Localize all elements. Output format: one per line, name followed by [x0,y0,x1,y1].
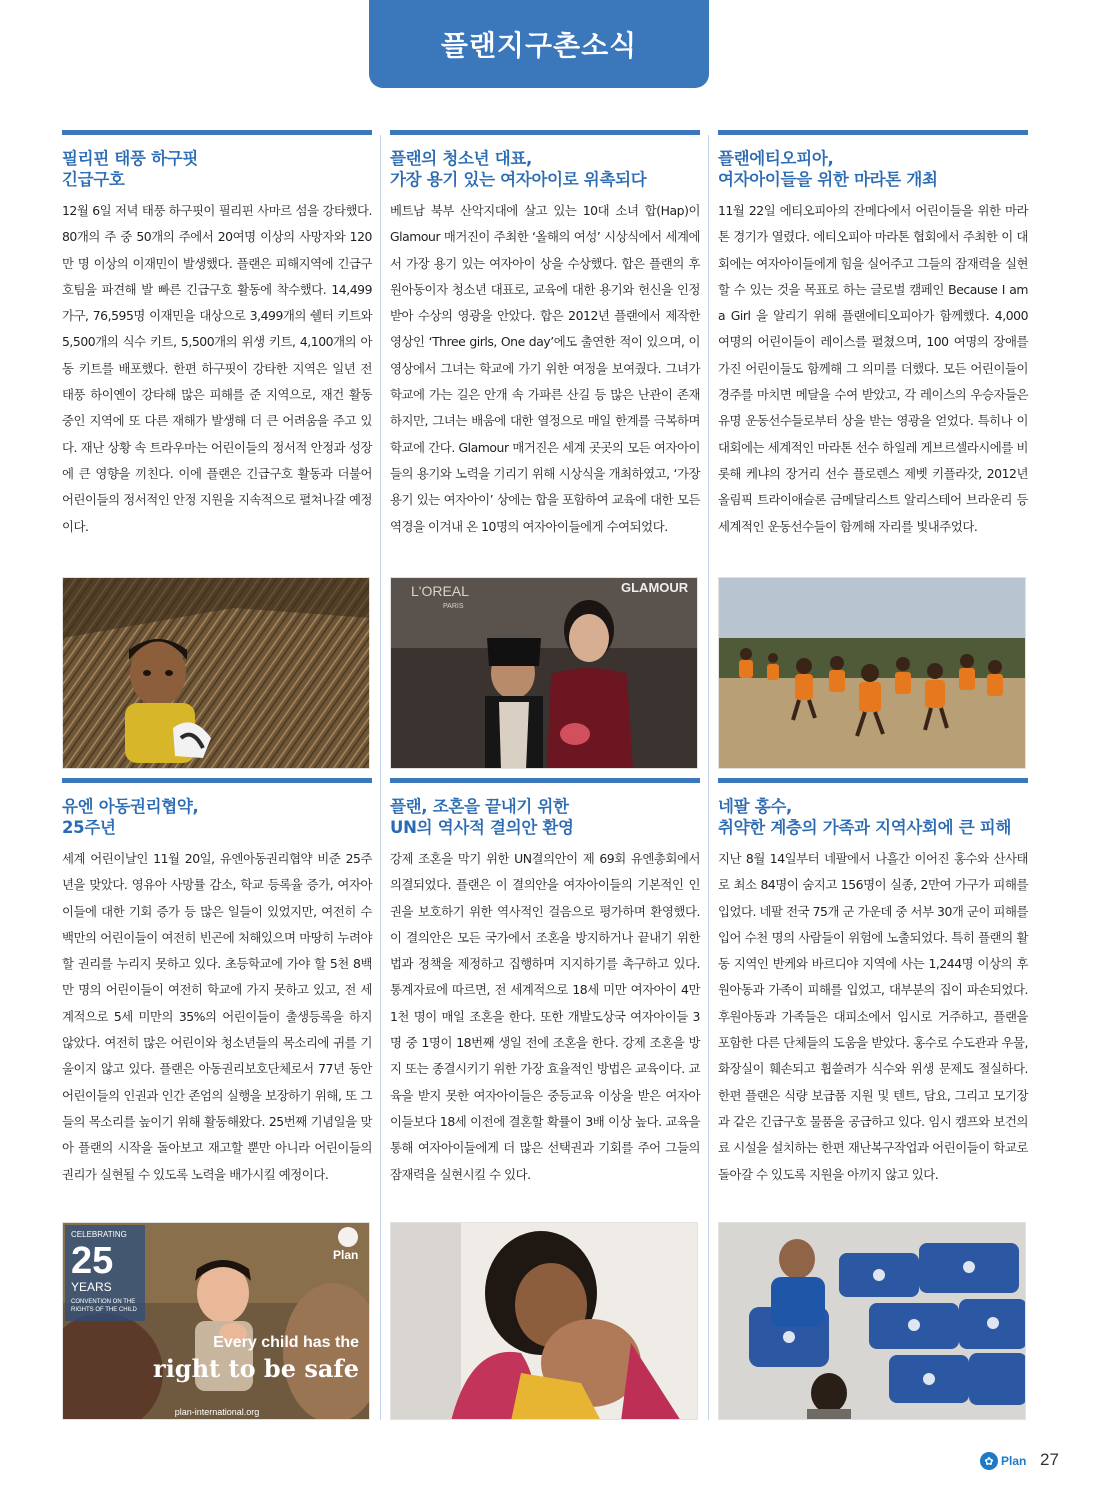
article-title: 필리핀 태풍 하구핏 긴급구호 [62,149,199,189]
photo-campaign-poster-image [63,1223,370,1420]
article-philippines-typhoon [62,130,372,540]
article-top-bar [718,778,1028,783]
article-top-bar [62,130,372,135]
plan-logo-icon: ✿ [980,1452,998,1470]
article-bravest-girl [390,130,700,540]
article-top-bar [718,130,1028,135]
article-top-bar [62,778,372,783]
badge-number: 25 [71,1240,114,1282]
article-body: 강제 조혼을 막기 위한 UN결의안이 제 69회 유엔총회에서 의결되었다. 플랜은 이 결의안을 여자아이들의 기본적인 인권을 보호하기 위한 역사적인 걸음으로 평가하며 환영했다. 이 결의안은 모든 국가에서 조혼을 방지하거나 끝내기 위한 법과 정책을 제정하고 집행하며 지지하기를 촉구하고 있다. 통계자료에 따르면, 전 세계적으로 18세 미만 여자아이 4만 1천 명이 매일 조혼을 한다. 또한 개발도상국 여자아이들 3명 중 1명이 18번째 생일 전에 조혼을 한다. 강제 조혼을 방지 또는 종결시키기 위한 가장 효율적인 방법은 교육이다. 교육을 받지 못한 여자아이들은 중등교육 이상을 받은 여자아이들보다 18세 이전에 결혼할 확률이 3배 이상 높다. 교육을 통해 여자아이들에게 더 많은 선택권과 기회를 주어 그들의 잠재력을 실현시킬 수 있다. [390,851,700,1182]
photo-girl-with-baby-image [391,1223,698,1420]
badge-sub-line-2: RIGHTS OF THE CHILD [71,1307,137,1313]
photo-hap-award [390,577,698,769]
article-ethiopia-marathon [718,130,1028,540]
photo-marathon-kids [718,577,1026,769]
page-number: 27 [1040,1450,1059,1469]
article-body: 11월 22일 에티오피아의 잔메다에서 어린이들을 위한 마라톤 경기가 열렸다. 에티오피아 마라톤 협회에서 주최한 이 대회에는 여자아이들에게 힘을 실어주고 그들의 잠재력을 실현할 수 있는 것을 목표로 하는 글로벌 캠페인 Because I am a Girl 을 알리기 위해 플랜에티오피아가 함께했다. 4,000 여명의 어린이들이 레이스를 펼쳤으며, 100 여명의 장애를 가진 어린이들도 함께해 그 의미를 더했다. 모든 어린이들이 경주를 마치면 메달을 수여 받았고, 각 레이스의 우승자들은 유명 운동선수들로부터 상을 받는 영광을 얻었다. 특히나 이 대회에는 세계적인 마라톤 선수 하일레 게브르셀라시에를 비롯해 케냐의 장거리 선수 플로렌스 제벳 키플라갓, 2012년 올림픽 트라이애슬론 금메달리스트 알리스테어 브라운리 등 세계적인 운동선수들이 함께해 자리를 빛내주었다. [718,203,1028,534]
section-title: 플랜지구촌소식 [440,29,638,62]
article-title: 플랜에티오피아, 여자아이들을 위한 마라톤 개최 [718,149,938,189]
plan-logo-icon [338,1227,358,1247]
photo-nepal-relief-image [719,1223,1026,1420]
article-child-marriage [390,778,700,1188]
badge-years: YEARS [71,1280,112,1294]
article-body: 12월 6일 저녁 태풍 하구핏이 필리핀 사마르 섬을 강타했다. 80개의 주 중 50개의 주에서 20여명 이상의 사망자와 120만 명 이상의 이재민이 발생했다. 플랜은 피해지역에 긴급구호팀을 파견해 발 빠른 긴급구호 활동에 착수했다. 14,499가구, 76,595명 이재민을 대상으로 3,499개의 쉘터 키트와 5,500개의 식수 키트, 5,500개의 위생 키트, 4,100개의 아동 키트를 배포했다. 한편 하구핏이 강타한 지역은 일년 전 태풍 하이옌이 강타해 많은 피해를 준 지역으로, 재건 활동 중인 지역에 또 다른 재해가 발생해 더 큰 어려움을 주고 있다. 재난 상황 속 트라우마는 어린이들의 정서적 안정과 성장에 큰 영향을 끼친다. 이에 플랜은 긴급구호 활동과 더불어 어린이들의 정서적인 안정 지원을 지속적으로 펼쳐나갈 예정이다. [62,203,372,534]
photo-hap-award-image [391,578,698,769]
photo-typhoon-child-image [63,578,370,769]
article-top-bar [390,130,700,135]
poster-slogan-line-1: Every child has the [213,1334,359,1351]
photo-nepal-relief [718,1222,1026,1420]
photo-campaign-poster [62,1222,370,1420]
section-header-tab [369,0,709,88]
article-title: 플랜의 청소년 대표, 가장 용기 있는 여자아이로 위촉되다 [390,149,647,189]
photo-girl-with-baby [390,1222,698,1420]
article-title: 네팔 홍수, 취약한 계층의 가족과 지역사회에 큰 피해 [718,797,1012,837]
article-body: 지난 8월 14일부터 네팔에서 나흘간 이어진 홍수와 산사태로 최소 84명이 숨지고 156명이 실종, 2만여 가구가 피해를 입었다. 네팔 전국 75개 군 가운데 중 서부 30개 군이 피해를 입어 수천 명의 사람들이 위험에 노출되었다. 특히 플랜의 활동 지역인 반케와 바르디야 지역에 사는 1,244명 이상의 후원아동과 가족이 피해를 입었고, 대부분의 집이 파손되었다. 후원아동과 가족들은 대피소에서 임시로 거주하고, 플랜을 포함한 다른 단체들의 도움을 받았다. 홍수로 수도관과 우물, 화장실이 훼손되고 휩쓸려가 식수와 위생 문제도 절실하다. 한편 플랜은 식량 보급품 지원 및 텐트, 담요, 그리고 모기장과 같은 긴급구호 물품을 공급하고 있다. 임시 캠프와 보건의료 시설을 설치하는 한편 재난복구작업과 어린이들이 학교로 돌아갈 수 있도록 지원을 아끼지 않고 있다. [718,851,1029,1182]
article-uncrc-25 [62,778,372,1188]
poster-url: plan-international.org [174,1407,260,1417]
poster-logo-text: Plan [333,1248,359,1262]
article-nepal-flood [718,778,1028,1188]
article-title: 유엔 아동권리협약, 25주년 [62,797,199,837]
photo-typhoon-child [62,577,370,769]
column-divider [708,135,709,1420]
badge-celebrating: CELEBRATING [71,1230,127,1239]
backdrop-brand-text-2: GLAMOUR [621,580,689,595]
backdrop-brand-text: L'OREAL [411,583,469,599]
footer-plan-logo [980,1452,1026,1470]
article-body: 세계 어린이날인 11월 20일, 유엔아동권리협약 비준 25주년을 맞았다. 영유아 사망률 감소, 학교 등록율 증가, 여자아이들에 대한 기회 증가 등 많은 일들이 있었지만, 여전히 수백만의 어린이들이 여전히 빈곤에 처해있으며 마땅히 누려야 할 권리를 누리지 못하고 있다. 초등학교에 가야 할 5천 8백만 명의 어린이들이 여전히 학교에 가지 못하고 있고, 전 세계적으로 5세 미만의 35%의 어린이들이 출생등록을 하지 않았다. 여전히 많은 어린이와 청소년들의 목소리에 귀를 기울이지 않고 있다. 플랜은 아동권리보호단체로서 77년 동안 어린이들의 인권과 인간 존엄의 실행을 보장하기 위해, 또 그들의 목소리를 높이기 위해 활동해왔다. 25번째 기념일을 맞아 플랜의 시작을 돌아보고 재고할 뿐만 아니라 어린이들의 권리가 실현될 수 있도록 노력을 배가시킬 예정이다. [62,851,372,1182]
footer-logo-text: Plan [1001,1454,1027,1468]
column-divider [380,135,381,1420]
backdrop-brand-sub: PARIS [443,603,464,610]
poster-slogan-line-2: right to be safe [153,1354,359,1383]
photo-marathon-kids-image [719,578,1026,769]
article-title: 플랜, 조혼을 끝내기 위한 UN의 역사적 결의안 환영 [390,797,574,837]
badge-sub-line-1: CONVENTION ON THE [71,1299,136,1305]
article-body: 베트남 북부 산악지대에 살고 있는 10대 소녀 합(Hap)이 Glamour 매거진이 주최한 ‘올해의 여성’ 시상식에서 세계에서 가장 용기 있는 여자아이 상을 수상했다. 합은 플랜의 후원아동이자 청소년 대표로, 교육에 대한 용기와 헌신을 인정받아 수상의 영광을 안았다. 합은 2012년 플랜에서 제작한 영상인 ‘Three girls, One day’에도 출연한 적이 있으며, 이 영상에서 그녀는 학교에 가기 위한 여정을 보여줬다. 그녀가 학교에 가는 길은 안개 속 가파른 산길 등 많은 난관이 존재하지만, 그녀는 배움에 대한 열정으로 매일 한계를 극복하며 학교에 간다. Glamour 매거진은 세계 곳곳의 모든 여자아이들의 용기와 노력을 기리기 위해 시상식을 개최하였고, ‘가장 용기 있는 여자아이’ 상에는 합을 포함하여 교육에 대한 모든 역경을 이겨내 온 10명의 여자아이들에게 수여되었다. [390,203,700,534]
article-top-bar [390,778,700,783]
